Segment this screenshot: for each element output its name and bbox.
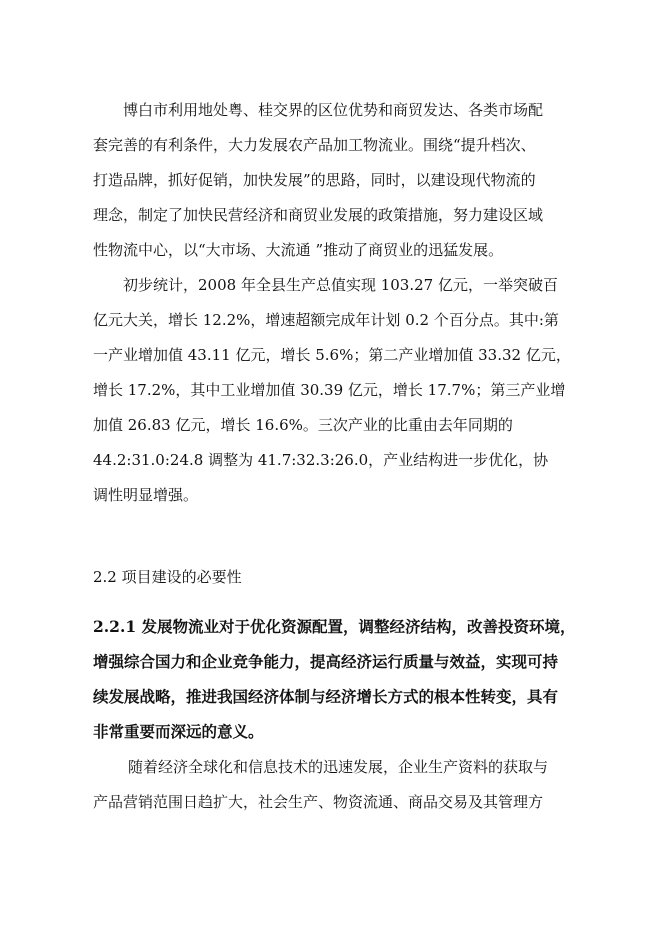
- section-heading: 2.2 项目建设的必要性: [93, 568, 242, 586]
- heading-line: 2.2.1 发展物流业对于优化资源配置，调整经济结构，改善投资环境，: [93, 617, 576, 636]
- text-line: 套完善的有利条件，大力发展农产品加工物流业。围绕“提升档次、: [93, 136, 536, 154]
- text-line: 产品营销范围日趋扩大，社会生产、物资流通、商品交易及其管理方: [93, 793, 544, 811]
- text-line: 44.2:31.0:24.8 调整为 41.7:32.3:26.0，产业结构进一步优化，协: [93, 451, 549, 469]
- heading-line: 增强综合国力和企业竞争能力，提高经济运行质量与效益，实现可持: [93, 652, 559, 671]
- heading-line: 续发展战略，推进我国经济体制与经济增长方式的根本性转变，具有: [93, 687, 559, 706]
- text-line: 博白市利用地处粤、桂交界的区位优势和商贸发达、各类市场配: [123, 101, 544, 119]
- text-line: 增长 17.2%，其中工业增加值 30.39 亿元，增长 17.7%；第三产业增: [93, 381, 566, 399]
- text-line: 一产业增加值 43.11 亿元，增长 5.6%；第二产业增加值 33.32 亿元，: [93, 346, 571, 364]
- text-line: 初步统计，2008 年全县生产总值实现 103.27 亿元，一举突破百: [123, 276, 558, 294]
- heading-line: 非常重要而深远的意义。: [93, 722, 264, 741]
- text-line: 加值 26.83 亿元，增长 16.6%。三次产业的比重由去年同期的: [93, 416, 513, 434]
- text-line: 随着经济全球化和信息技术的迅速发展，企业生产资料的获取与: [128, 758, 549, 776]
- text-line: 理念，制定了加快民营经济和商贸业发展的政策措施，努力建设区域: [93, 206, 544, 224]
- text-line: 亿元大关，增长 12.2%，增速超额完成年计划 0.2 个百分点。其中:第: [93, 311, 559, 329]
- text-line: 打造品牌，抓好促销，加快发展”的思路，同时，以建设现代物流的: [93, 171, 536, 189]
- text-line: 调性明显增强。: [93, 486, 199, 504]
- text-line: 性物流中心，以“大市场、大流通 ”推动了商贸业的迅猛发展。: [93, 241, 504, 259]
